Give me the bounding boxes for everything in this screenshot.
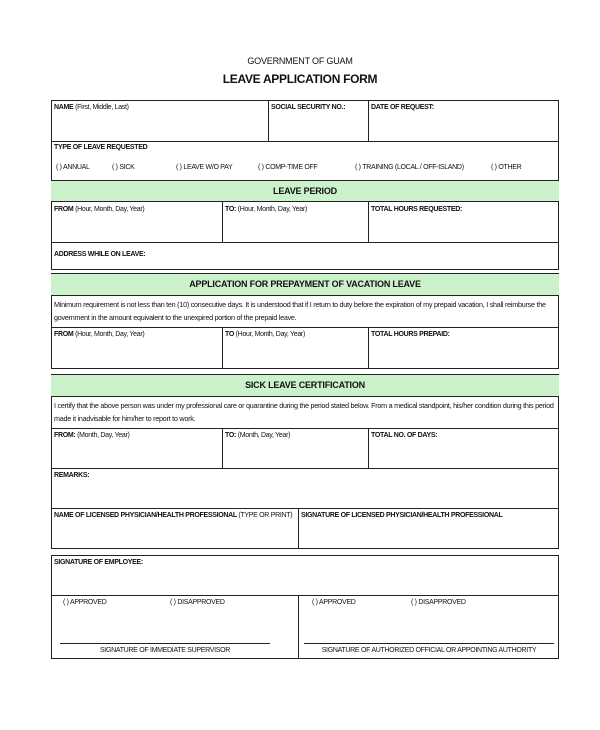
authority-disapproved-option[interactable]: ( ) DISAPPROVED: [411, 599, 466, 606]
name-field[interactable]: [54, 104, 129, 111]
sick-text-line2: made it inadvisable for him/her to report to work.: [54, 414, 196, 423]
employee-signature-field[interactable]: SIGNATURE OF EMPLOYEE:: [54, 559, 143, 566]
authority-signature-line[interactable]: [304, 643, 554, 644]
sick-leave-heading: SICK LEAVE CERTIFICATION: [51, 375, 559, 397]
leave-type-sick[interactable]: ( ) SICK: [112, 164, 135, 171]
prepaid-to-field[interactable]: TO (Hour, Month, Day, Year): [225, 331, 305, 338]
date-of-request-field[interactable]: DATE OF REQUEST:: [371, 104, 434, 111]
total-hours-requested-field[interactable]: TOTAL HOURS REQUESTED:: [371, 206, 463, 213]
prepayment-text-line2: government in the amount equivalent to the unexpired portion of the prepaid leave.: [54, 313, 297, 322]
physician-name-field[interactable]: NAME OF LICENSED PHYSICIAN/HEALTH PROFESSIONAL (TYPE OR PRINT): [54, 512, 293, 519]
type-of-leave-label: TYPE OF LEAVE REQUESTED: [54, 144, 148, 151]
leave-type-comp-time[interactable]: ( ) COMP-TIME OFF: [258, 164, 318, 171]
sick-from-field[interactable]: FROM: (Month, Day, Year): [54, 432, 130, 439]
form-title: LEAVE APPLICATION FORM: [222, 72, 378, 86]
leave-type-without-pay[interactable]: ( ) LEAVE W/O PAY: [176, 164, 233, 171]
prepayment-text-line1: Minimum requirement is not less than ten (10) consecutive days. It is understood that if I return to duty before the expiration of my prepaid vacation, I shall reimburse the: [54, 300, 546, 309]
sick-to-field[interactable]: TO: (Month, Day, Year): [225, 432, 291, 439]
supervisor-disapproved-option[interactable]: ( ) DISAPPROVED: [170, 599, 225, 606]
authority-signature-caption: SIGNATURE OF AUTHORIZED OFFICIAL OR APPOINTING AUTHORITY: [321, 647, 537, 654]
total-hours-prepaid-field[interactable]: TOTAL HOURS PREPAID:: [371, 331, 450, 338]
leave-type-training[interactable]: ( ) TRAINING (LOCAL / OFF-ISLAND): [355, 164, 464, 171]
supervisor-approved-option[interactable]: ( ) APPROVED: [63, 599, 107, 606]
prepayment-heading: APPLICATION FOR PREPAYMENT OF VACATION LEAVE: [51, 274, 559, 296]
agency-name: GOVERNMENT OF GUAM: [247, 56, 353, 66]
address-while-on-leave-field[interactable]: ADDRESS WHILE ON LEAVE:: [54, 251, 146, 258]
leave-to-field[interactable]: TO: (Hour, Month, Day, Year): [225, 206, 308, 213]
authority-approved-option[interactable]: ( ) APPROVED: [312, 599, 356, 606]
leave-period-heading: LEAVE PERIOD: [51, 180, 559, 202]
supervisor-signature-caption: SIGNATURE OF IMMEDIATE SUPERVISOR: [99, 647, 231, 654]
supervisor-signature-line[interactable]: [60, 643, 270, 644]
prepaid-from-field[interactable]: FROM (Hour, Month, Day, Year): [54, 331, 145, 338]
leave-type-annual[interactable]: ( ) ANNUAL: [56, 164, 90, 171]
leave-from-field[interactable]: FROM (Hour, Month, Day, Year): [54, 206, 145, 213]
leave-type-other[interactable]: ( ) OTHER: [491, 164, 522, 171]
remarks-field[interactable]: REMARKS:: [54, 472, 90, 479]
total-days-field[interactable]: TOTAL NO. OF DAYS:: [371, 432, 438, 439]
physician-signature-field[interactable]: SIGNATURE OF LICENSED PHYSICIAN/HEALTH PROFESSIONAL: [301, 512, 503, 519]
name-label: NAME: [54, 104, 74, 111]
name-hint: (First, Middle, Last): [75, 104, 129, 111]
sick-text-line1: I certify that the above person was under my professional care or quarantine during the period stated below. From a medical standpoint, his/her condition during this period: [54, 401, 554, 410]
ssn-field[interactable]: SOCIAL SECURITY NO.:: [271, 104, 346, 111]
